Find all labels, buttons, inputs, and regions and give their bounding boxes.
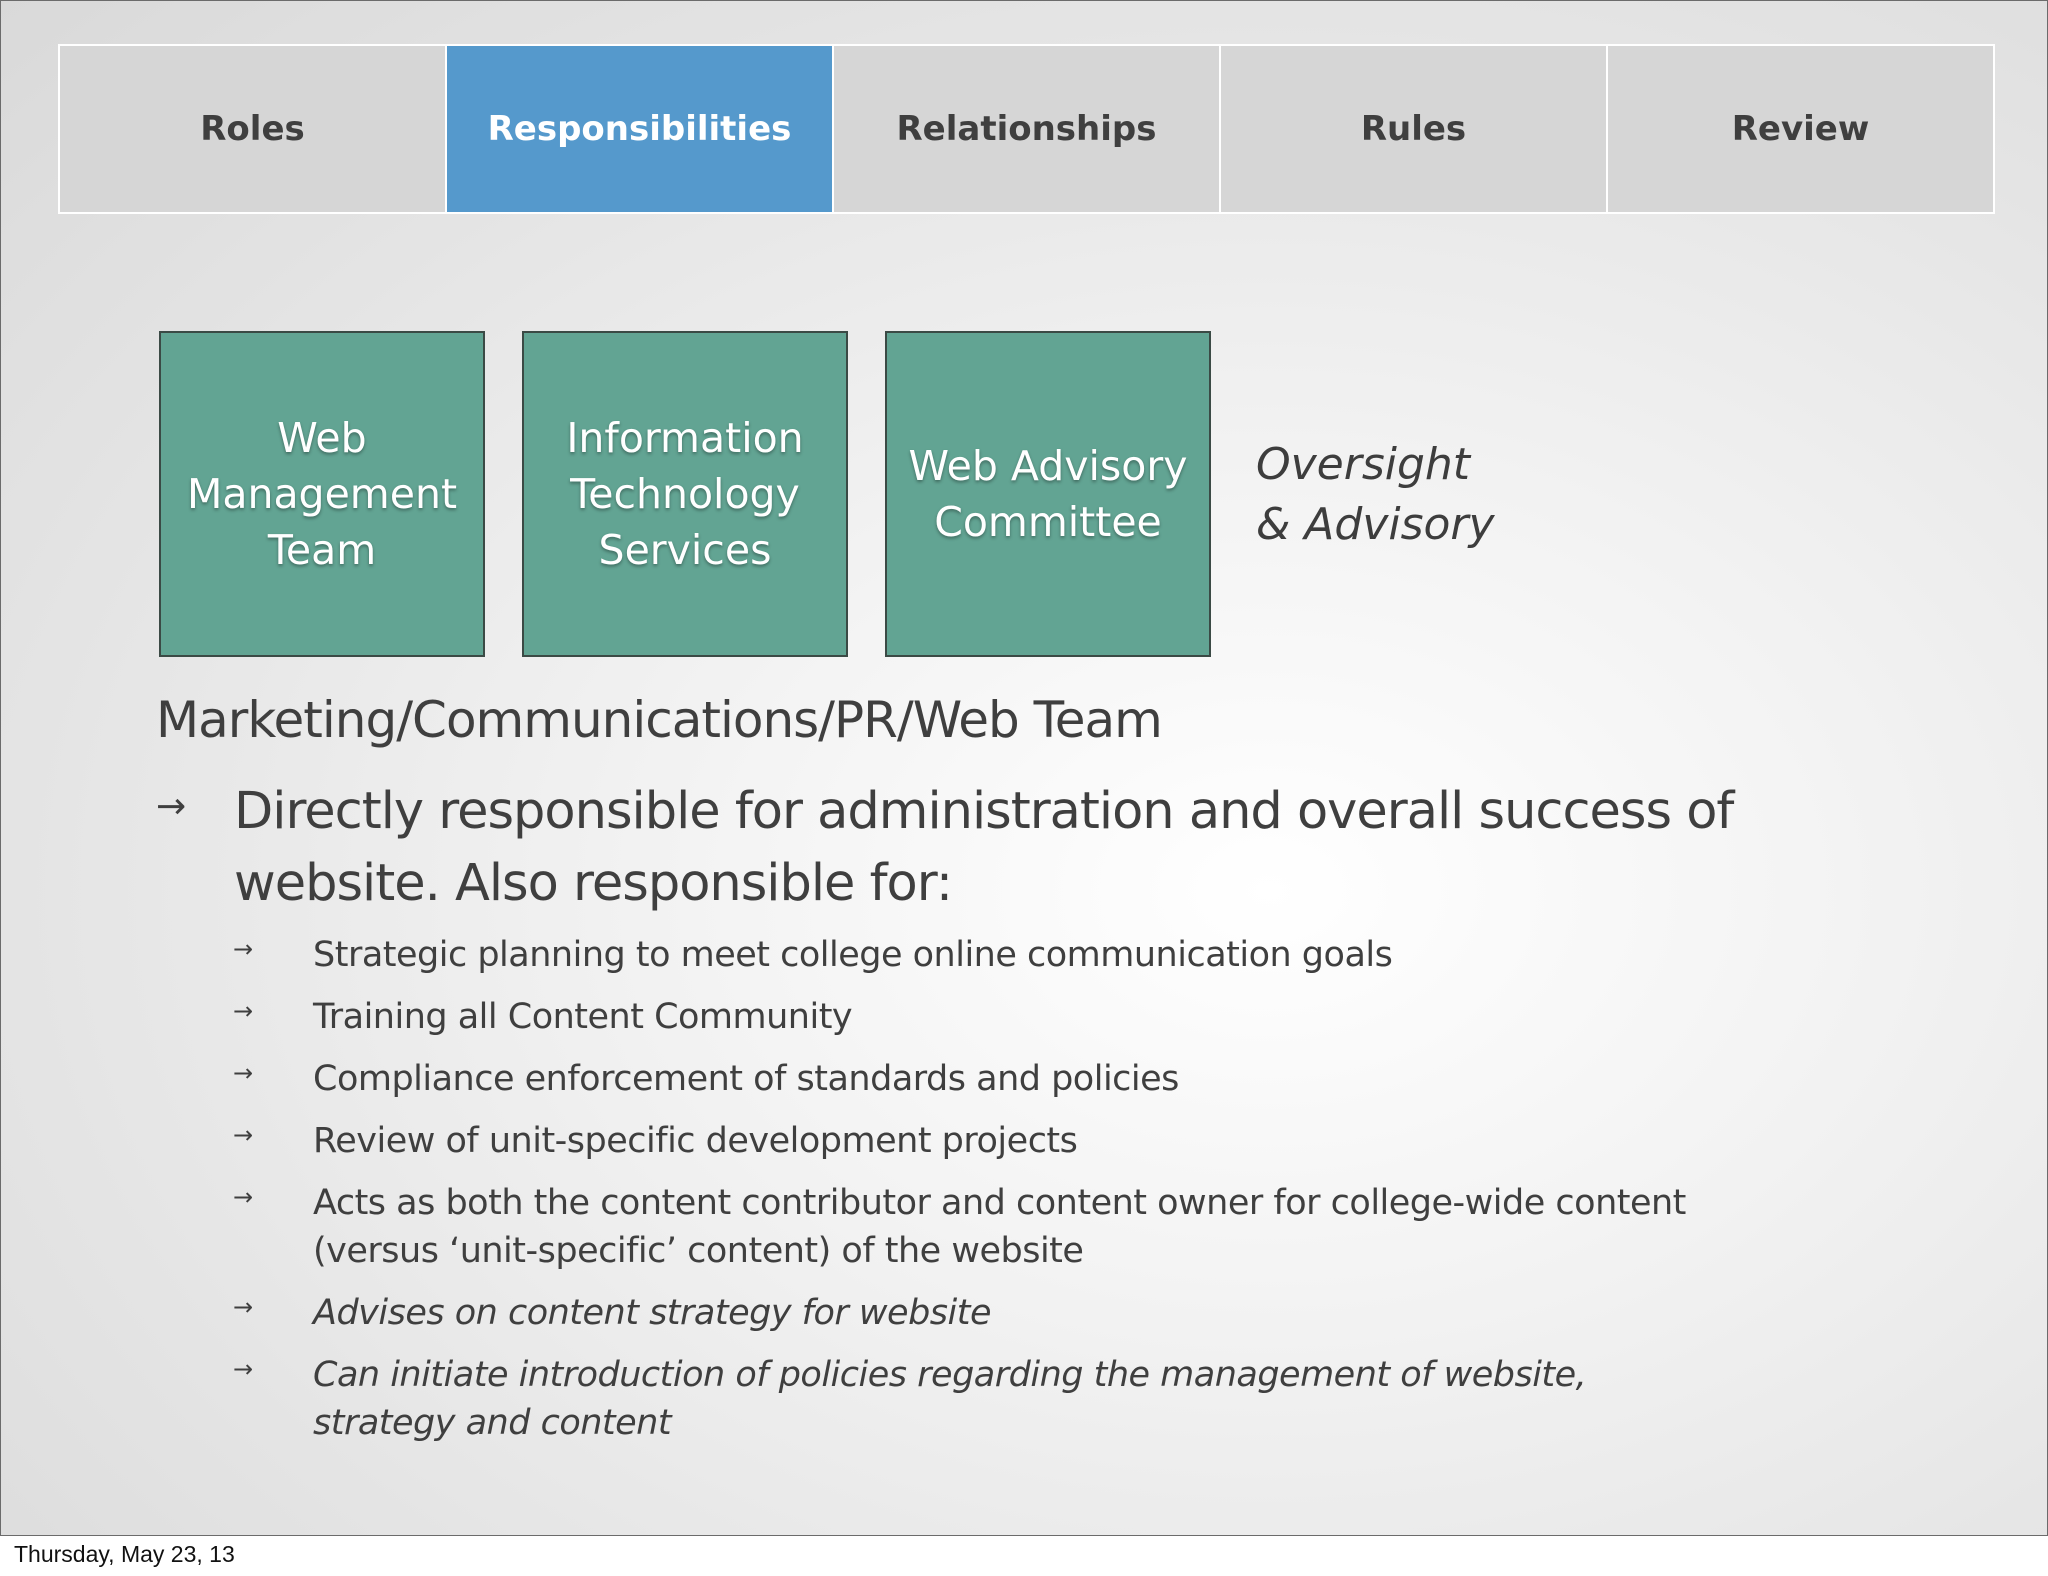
list-item [233, 1179, 1713, 1275]
arrow-icon: → [233, 935, 254, 963]
arrow-icon: → [233, 1121, 254, 1149]
tab-bar [58, 44, 1995, 214]
list-item [233, 1289, 1713, 1337]
section-heading: Marketing/Communications/PR/Web Team [156, 691, 1162, 749]
list-item [233, 1117, 1713, 1165]
arrow-icon: → [233, 997, 254, 1025]
list-item [233, 1351, 1713, 1447]
list-item-text: Strategic planning to meet college online communication goals [313, 935, 1393, 975]
arrow-icon: → [233, 1183, 254, 1211]
box-web-management-team: Web Management Team [159, 331, 485, 657]
list-item [233, 931, 1713, 979]
oversight-advisory-label: Oversight & Advisory [1256, 439, 1495, 550]
list-item-text: Compliance enforcement of standards and policies [313, 1059, 1179, 1099]
list-item [233, 1055, 1713, 1103]
arrow-icon: → [233, 1293, 254, 1321]
list-item [233, 993, 1713, 1041]
list-item-text: Training all Content Community [313, 997, 853, 1037]
tab-review[interactable]: Review [1608, 46, 1993, 212]
list-item-text: Advises on content strategy for website [313, 1293, 992, 1333]
tab-rules[interactable]: Rules [1221, 46, 1608, 212]
box-web-advisory-committee: Web Advisory Committee [885, 331, 1211, 657]
box-information-technology-services: Information Technology Services [522, 331, 848, 657]
list-item-text: Acts as both the content contributor and content owner for college-wide content (versus ‘unit-specific’ content) of the website [313, 1183, 1686, 1271]
main-bullet-text: Directly responsible for administration and overall success of website. Also responsible for: [234, 782, 1734, 913]
sub-bullet-list [233, 931, 1713, 1461]
tab-relationships[interactable]: Relationships [834, 46, 1221, 212]
arrow-icon: → [156, 786, 187, 827]
tab-responsibilities[interactable]: Responsibilities [447, 46, 834, 212]
footer-date: Thursday, May 23, 13 [14, 1541, 235, 1567]
tab-roles[interactable]: Roles [60, 46, 447, 212]
arrow-icon: → [233, 1355, 254, 1383]
arrow-icon: → [233, 1059, 254, 1087]
list-item-text: Review of unit-specific development projects [313, 1121, 1078, 1161]
list-item-text: Can initiate introduction of policies regarding the management of website, strategy and content [313, 1355, 1587, 1443]
